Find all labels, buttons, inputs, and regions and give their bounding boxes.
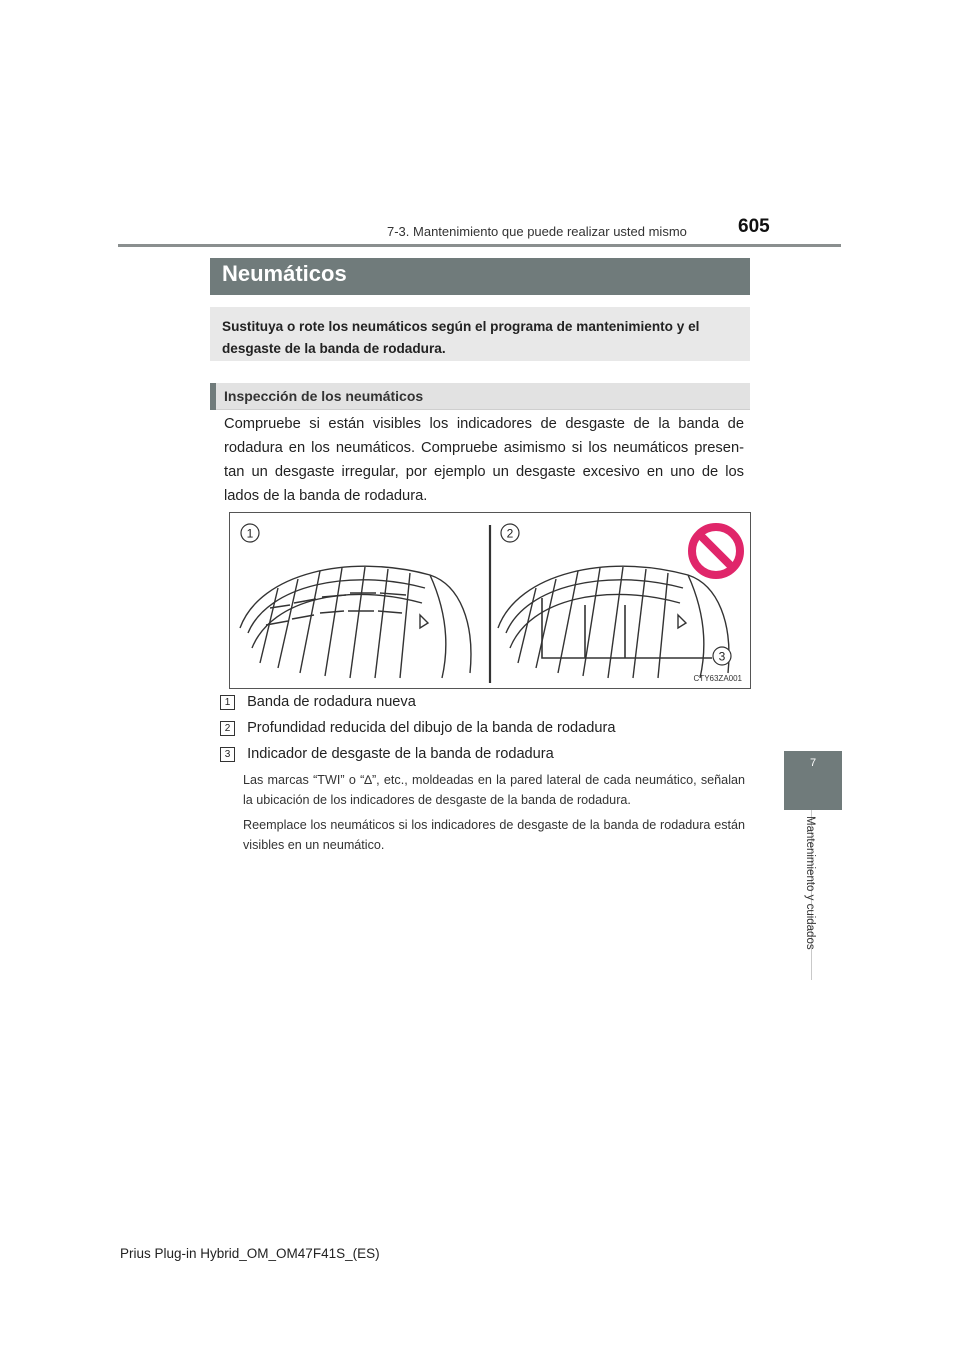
intro-text: Sustituya o rote los neumáticos según el programa de mantenimiento y el desgaste de la banda de rodadura.	[222, 319, 700, 356]
header-divider	[118, 244, 841, 247]
tire-figure	[229, 512, 751, 689]
callout-item-2	[220, 720, 615, 736]
prohibited-icon	[692, 527, 740, 575]
subsection-title: Inspección de los neumáticos	[224, 388, 424, 404]
figure-label-2: 2	[506, 526, 514, 541]
callout-number-1: 1	[220, 695, 235, 710]
chapter-tab[interactable]	[784, 751, 842, 810]
intro-box	[210, 307, 750, 361]
note-twi-marks: Las marcas “TWI” o “∆”, etc., moldeadas en la pared lateral de cada neumático, señalan la ubicación de los indicadores de desgaste de la banda de rodadura.	[243, 773, 745, 807]
section-title-bar	[210, 258, 750, 295]
callout-item-1	[220, 694, 416, 710]
figure-label-1: 1	[246, 526, 254, 541]
callout-item-3	[220, 746, 554, 762]
callout-text-3: Indicador de desgaste de la banda de rodadura	[247, 746, 554, 762]
note-replace-tires: Reemplace los neumáticos si los indicadores de desgaste de la banda de rodadura están visibles en un neumático.	[243, 818, 745, 852]
tire-illustration	[230, 513, 750, 688]
page-number: 605	[738, 216, 770, 237]
header-section-title: 7-3. Mantenimiento que puede realizar usted mismo	[387, 224, 687, 239]
subsection-bar	[210, 383, 750, 410]
chapter-label: Mantenimiento y cuidados	[804, 816, 816, 950]
callout-number-2: 2	[220, 721, 235, 736]
chapter-number: 7	[809, 757, 817, 769]
callout-text-1: Banda de rodadura nueva	[247, 694, 416, 710]
figure-code: CTY63ZA001	[693, 674, 742, 683]
footer-doc-id: Prius Plug-in Hybrid_OM_OM47F41S_(ES)	[120, 1246, 380, 1261]
body-paragraph: Compruebe si están visibles los indicadores de desgaste de la banda de rodadura en los neumáticos. Compruebe asimismo si los neumáticos presen-tan un desgaste irregular, por ejemplo un desgaste excesivo en uno de los lados de la banda de rodadura.	[224, 416, 744, 504]
page-title: Neumáticos	[222, 261, 347, 286]
callout-number-3: 3	[220, 747, 235, 762]
figure-label-3: 3	[718, 649, 726, 664]
callout-text-2: Profundidad reducida del dibujo de la banda de rodadura	[247, 720, 616, 736]
